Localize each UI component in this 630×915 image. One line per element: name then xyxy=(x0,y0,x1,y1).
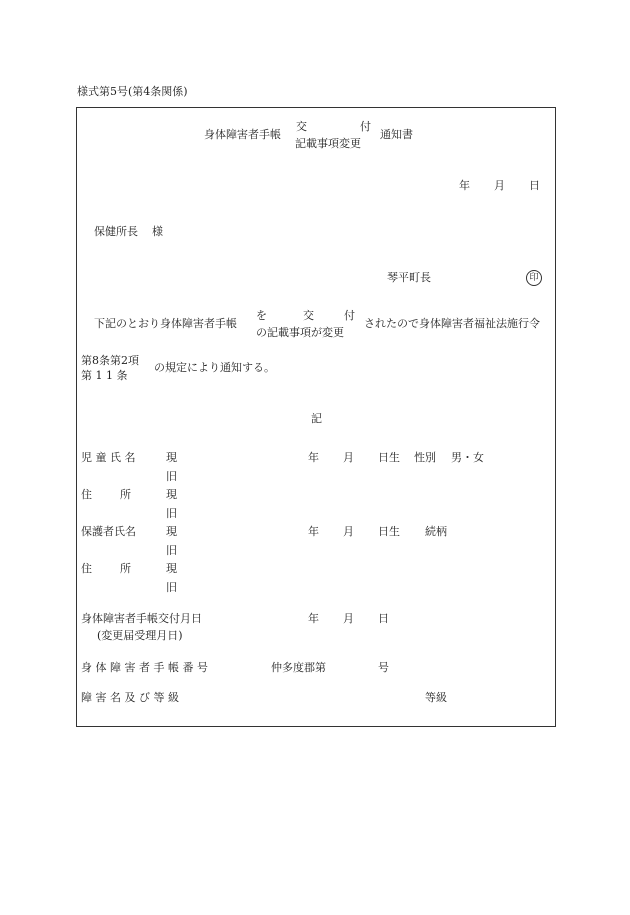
title-top-right: 付 xyxy=(360,120,371,133)
addressee-honorific: 様 xyxy=(152,225,163,238)
certificate-number-prefix: 仲多度郡第 xyxy=(271,661,326,674)
issue-date-label: 身体障害者手帳交付月日 xyxy=(81,612,202,625)
date-month: 月 xyxy=(494,179,505,192)
child-current: 現 xyxy=(166,451,177,464)
disability-grade-suffix: 等級 xyxy=(425,691,447,704)
title-top-left: 交 xyxy=(296,120,307,133)
body-lead: 下記のとおり身体障害者手帳 xyxy=(94,317,237,330)
address-current: 現 xyxy=(166,488,177,501)
guardian-former: 旧 xyxy=(166,544,177,557)
guardian-birth-day: 日生 xyxy=(378,525,400,538)
address-former: 旧 xyxy=(166,507,177,520)
guardian-current: 現 xyxy=(166,525,177,538)
form-number-label: 様式第5号(第4条関係) xyxy=(77,85,188,98)
guardian-birth-year: 年 xyxy=(308,525,319,538)
body-alt-top-right: 付 xyxy=(344,309,355,322)
issue-date-year: 年 xyxy=(308,612,319,625)
relationship-label: 続柄 xyxy=(425,525,447,538)
title-prefix: 身体障害者手帳 xyxy=(204,128,281,141)
date-year: 年 xyxy=(459,179,470,192)
guardian-birth-month: 月 xyxy=(343,525,354,538)
article-top: 第8条第2項 xyxy=(81,354,139,367)
child-former: 旧 xyxy=(166,470,177,483)
guardian-address-label: 住 所 xyxy=(81,562,133,575)
body-alt-particle: を xyxy=(256,309,267,322)
ki-label: 記 xyxy=(311,412,322,425)
title-suffix: 通知書 xyxy=(380,128,413,141)
body-closing: の規定により通知する。 xyxy=(154,361,275,374)
body-tail: されたので身体障害者福祉法施行令 xyxy=(364,317,540,330)
issue-date-month: 月 xyxy=(343,612,354,625)
gender-label: 性別 xyxy=(414,451,436,464)
sender-name: 琴平町長 xyxy=(387,271,431,284)
body-alt-top-left: 交 xyxy=(303,309,314,322)
addressee-name: 保健所長 xyxy=(94,225,138,238)
certificate-number-label: 身 体 障 害 者 手 帳 番 号 xyxy=(81,661,208,674)
address-label: 住 所 xyxy=(81,488,133,501)
disability-grade-label: 障 害 名 及 び 等 級 xyxy=(81,691,179,704)
child-birth-year: 年 xyxy=(308,451,319,464)
issue-date-day: 日 xyxy=(378,612,389,625)
child-birth-day: 日生 xyxy=(378,451,400,464)
date-day: 日 xyxy=(529,179,540,192)
guardian-address-current: 現 xyxy=(166,562,177,575)
guardian-address-former: 旧 xyxy=(166,581,177,594)
title-bottom: 記載事項変更 xyxy=(295,137,361,150)
seal-mark: 印 xyxy=(526,270,542,286)
guardian-name-label: 保護者氏名 xyxy=(81,525,136,538)
body-alt-bottom: の記載事項が変更 xyxy=(256,326,344,339)
gender-options: 男・女 xyxy=(451,451,484,464)
issue-date-sublabel: (変更届受理月日) xyxy=(97,629,183,642)
child-name-label: 児 童 氏 名 xyxy=(81,451,136,464)
article-bottom: 第 1 1 条 xyxy=(81,369,128,382)
certificate-number-suffix: 号 xyxy=(378,661,389,674)
child-birth-month: 月 xyxy=(343,451,354,464)
